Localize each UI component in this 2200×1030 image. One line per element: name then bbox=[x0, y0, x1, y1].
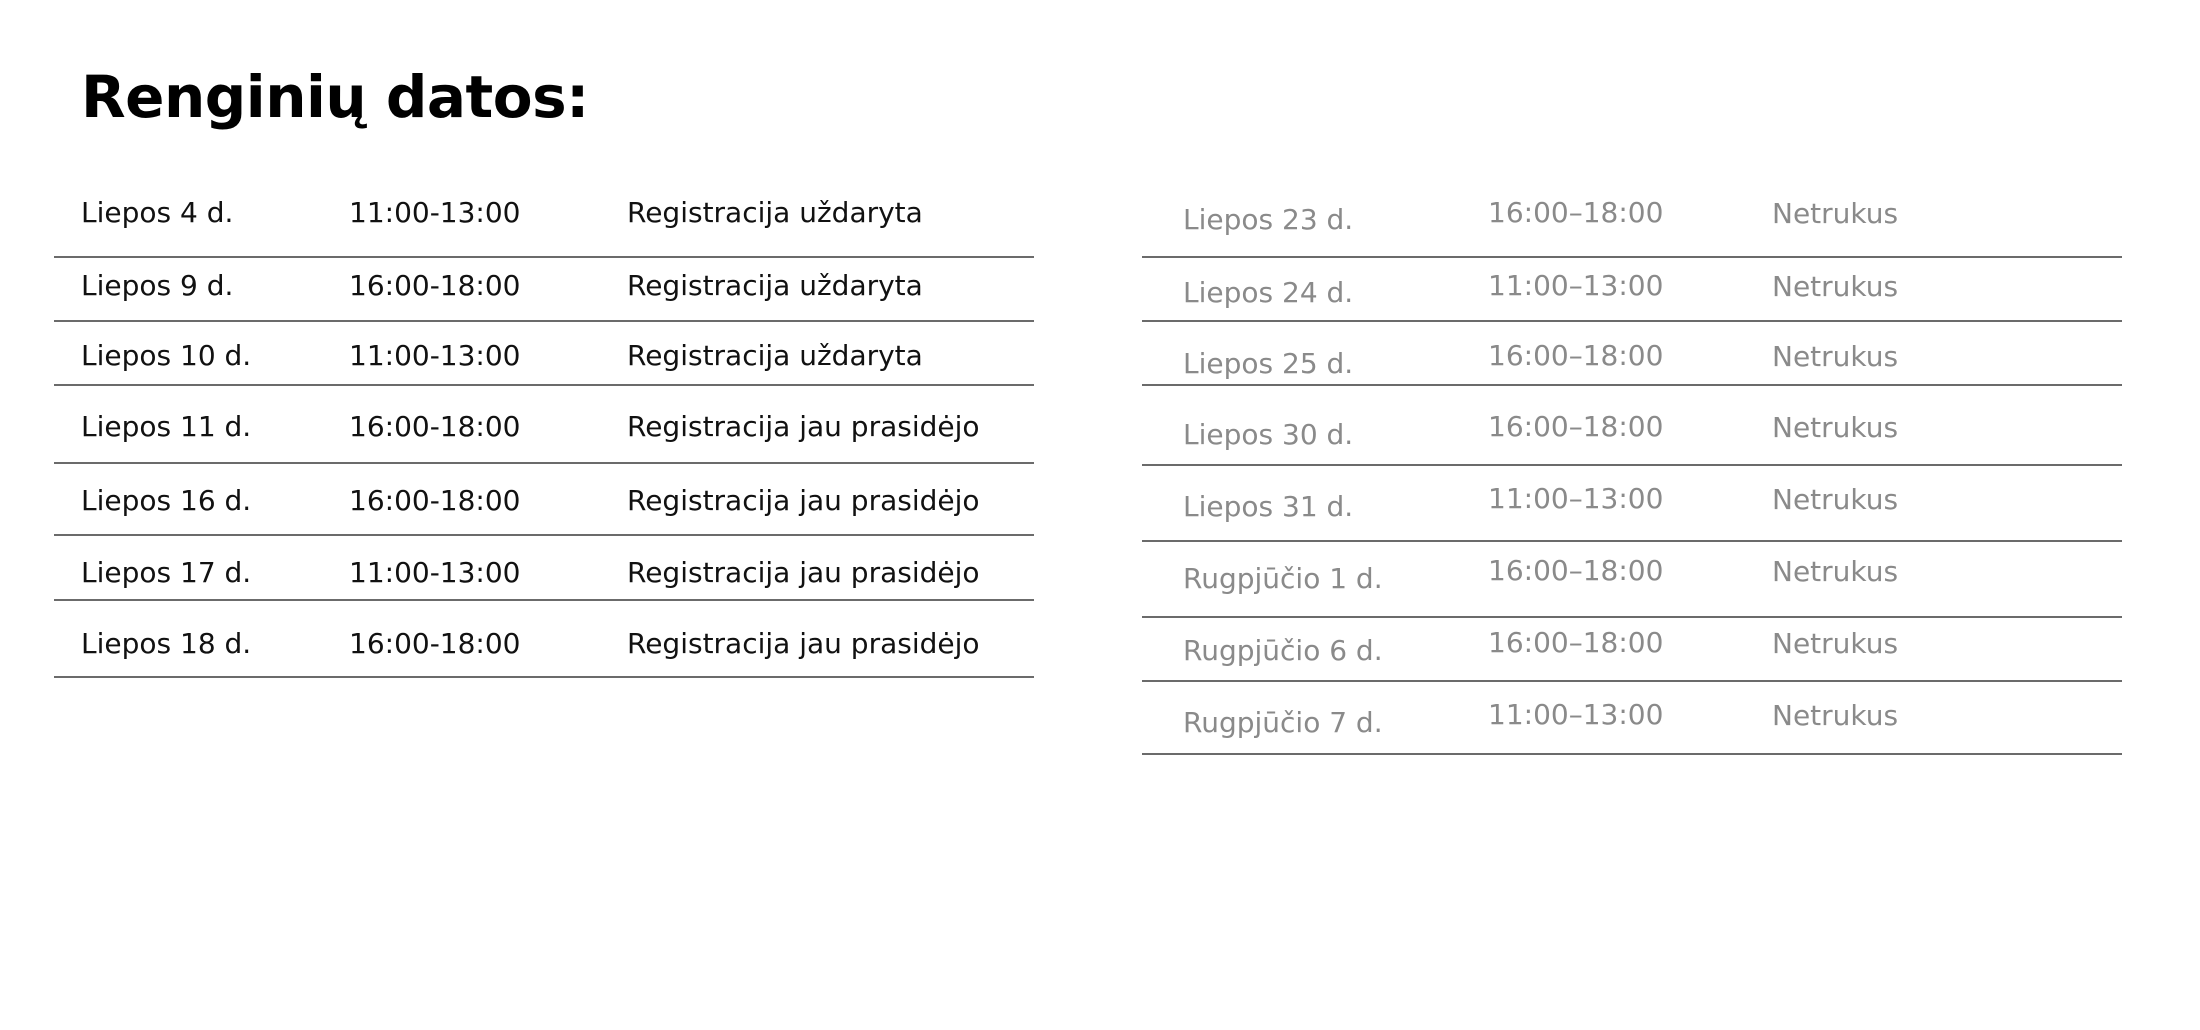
schedule-date: Liepos 18 d. bbox=[81, 627, 252, 660]
schedule-row bbox=[1142, 618, 2122, 682]
schedule-time: 11:00–13:00 bbox=[1488, 482, 1664, 515]
schedule-date: Liepos 31 d. bbox=[1183, 490, 1354, 523]
schedule-time: 16:00–18:00 bbox=[1488, 339, 1664, 372]
schedule-time: 16:00-18:00 bbox=[349, 627, 521, 660]
schedule-row bbox=[1142, 386, 2122, 466]
registration-status: Registracija jau prasidėjo bbox=[627, 484, 980, 517]
registration-status: Netrukus bbox=[1772, 699, 1899, 732]
schedule-time: 16:00–18:00 bbox=[1488, 196, 1664, 229]
schedule-time: 11:00-13:00 bbox=[349, 556, 521, 589]
schedule-row bbox=[1142, 182, 2122, 258]
schedule-row bbox=[1142, 466, 2122, 542]
registration-status: Netrukus bbox=[1772, 483, 1899, 516]
schedule-table-current bbox=[54, 182, 1034, 678]
schedule-date: Liepos 11 d. bbox=[81, 410, 252, 443]
schedule-date: Liepos 16 d. bbox=[81, 484, 252, 517]
registration-status: Registracija uždaryta bbox=[627, 196, 923, 229]
schedule-row bbox=[54, 464, 1034, 536]
schedule-row bbox=[54, 322, 1034, 386]
schedule-time: 11:00-13:00 bbox=[349, 196, 521, 229]
schedule-time: 11:00–13:00 bbox=[1488, 269, 1664, 302]
schedule-date: Liepos 9 d. bbox=[81, 269, 234, 302]
schedule-time: 16:00–18:00 bbox=[1488, 554, 1664, 587]
schedule-row bbox=[1142, 322, 2122, 386]
schedule-date: Liepos 10 d. bbox=[81, 339, 252, 372]
schedule-row bbox=[54, 182, 1034, 258]
schedule-date: Liepos 4 d. bbox=[81, 196, 234, 229]
registration-status: Registracija jau prasidėjo bbox=[627, 627, 980, 660]
schedule-row bbox=[1142, 258, 2122, 322]
registration-status: Registracija uždaryta bbox=[627, 269, 923, 302]
schedule-date: Liepos 23 d. bbox=[1183, 203, 1354, 236]
registration-status: Registracija jau prasidėjo bbox=[627, 556, 980, 589]
registration-status: Netrukus bbox=[1772, 197, 1899, 230]
schedule-time: 11:00–13:00 bbox=[1488, 698, 1664, 731]
schedule-date: Rugpjūčio 7 d. bbox=[1183, 706, 1383, 739]
registration-status: Netrukus bbox=[1772, 340, 1899, 373]
schedule-time: 16:00-18:00 bbox=[349, 269, 521, 302]
schedule-row bbox=[54, 601, 1034, 678]
schedule-row bbox=[54, 258, 1034, 322]
schedule-date: Liepos 25 d. bbox=[1183, 347, 1354, 380]
schedule-table-upcoming bbox=[1142, 182, 2122, 755]
registration-status: Netrukus bbox=[1772, 555, 1899, 588]
registration-status: Registracija uždaryta bbox=[627, 339, 923, 372]
schedule-date: Liepos 24 d. bbox=[1183, 276, 1354, 309]
schedule-row bbox=[1142, 542, 2122, 618]
registration-status: Registracija jau prasidėjo bbox=[627, 410, 980, 443]
schedule-time: 16:00-18:00 bbox=[349, 410, 521, 443]
schedule-row bbox=[54, 386, 1034, 464]
schedule-date: Liepos 30 d. bbox=[1183, 418, 1354, 451]
schedule-row bbox=[54, 536, 1034, 601]
schedule-time: 16:00–18:00 bbox=[1488, 626, 1664, 659]
schedule-date: Liepos 17 d. bbox=[81, 556, 252, 589]
schedule-date: Rugpjūčio 1 d. bbox=[1183, 562, 1383, 595]
schedule-time: 16:00-18:00 bbox=[349, 484, 521, 517]
page-title: Renginių datos: bbox=[81, 63, 589, 131]
schedule-time: 16:00–18:00 bbox=[1488, 410, 1664, 443]
registration-status: Netrukus bbox=[1772, 270, 1899, 303]
registration-status: Netrukus bbox=[1772, 411, 1899, 444]
schedule-date: Rugpjūčio 6 d. bbox=[1183, 634, 1383, 667]
registration-status: Netrukus bbox=[1772, 627, 1899, 660]
schedule-row bbox=[1142, 682, 2122, 755]
schedule-time: 11:00-13:00 bbox=[349, 339, 521, 372]
